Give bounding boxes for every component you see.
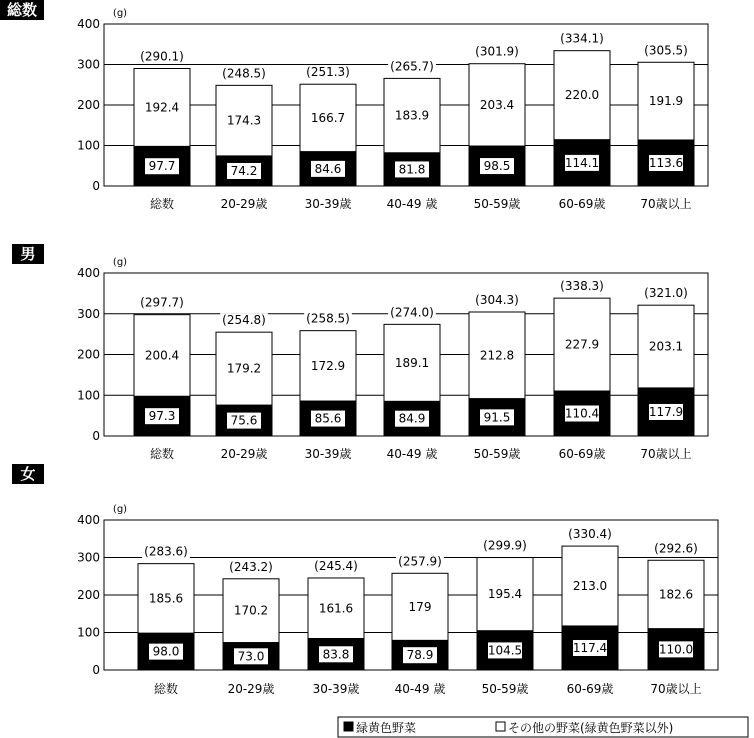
data-label-green-yellow: 113.6 xyxy=(648,155,684,170)
total-label: (265.7) xyxy=(390,59,434,74)
x-category-label: 総数 xyxy=(149,197,175,211)
data-label-green-yellow: 78.9 xyxy=(406,648,434,663)
data-label-other: 172.9 xyxy=(310,358,346,373)
total-label: (334.1) xyxy=(560,31,604,46)
chart-panel-3 xyxy=(12,464,718,696)
total-label: (243.2) xyxy=(229,559,273,574)
data-label-green-yellow: 84.9 xyxy=(398,411,426,426)
data-label-green-yellow: 74.2 xyxy=(230,163,258,178)
x-category-label: 40-49 歳 xyxy=(394,682,446,696)
data-label-other: 200.4 xyxy=(144,348,180,363)
data-label-other: 227.9 xyxy=(564,337,600,352)
panel-tag xyxy=(0,0,44,20)
y-tick-label: 0 xyxy=(92,179,100,193)
total-label: (338.3) xyxy=(560,279,604,294)
data-label-other: 189.1 xyxy=(394,355,430,370)
panel-tag xyxy=(12,244,44,264)
total-label: (304.3) xyxy=(475,292,519,307)
y-tick-label: 400 xyxy=(77,17,100,31)
data-label-green-yellow: 97.3 xyxy=(148,409,176,424)
data-label-green-yellow: 81.8 xyxy=(398,162,426,177)
data-label-green-yellow: 114.1 xyxy=(564,155,600,170)
legend-label-other: その他の野菜(緑黄色野菜以外) xyxy=(508,721,674,735)
y-tick-label: 400 xyxy=(77,513,100,527)
total-label: (305.5) xyxy=(644,43,688,58)
panel-tag-text: 男 xyxy=(20,245,36,263)
x-category-label: 60-69歳 xyxy=(566,682,614,696)
total-label: (257.9) xyxy=(398,554,442,569)
data-label-other: 183.9 xyxy=(394,108,430,123)
panel-tag-text: 総数 xyxy=(6,1,38,19)
x-category-label: 30-39歳 xyxy=(304,197,352,211)
total-label: (245.4) xyxy=(314,558,358,573)
data-label-green-yellow: 73.0 xyxy=(237,649,265,664)
x-category-label: 総数 xyxy=(153,682,179,696)
y-tick-label: 300 xyxy=(77,550,100,565)
y-tick-label: 300 xyxy=(77,57,100,72)
x-category-label: 70歳以上 xyxy=(640,447,692,461)
legend-swatch-green-yellow xyxy=(344,722,353,731)
y-unit-label: (g) xyxy=(112,257,128,268)
total-label: (283.6) xyxy=(144,544,188,559)
data-label-other: 182.6 xyxy=(658,587,694,602)
chart-panel-1 xyxy=(0,0,708,211)
total-label: (301.9) xyxy=(475,44,519,59)
data-label-other: 213.0 xyxy=(572,579,608,594)
total-label: (299.9) xyxy=(483,538,527,553)
x-category-label: 30-39歳 xyxy=(304,447,352,461)
data-label-other: 195.4 xyxy=(487,587,523,602)
total-label: (330.4) xyxy=(568,527,612,542)
x-category-label: 20-29歳 xyxy=(220,197,268,211)
y-tick-label: 300 xyxy=(77,306,100,321)
x-category-label: 60-69歳 xyxy=(558,197,606,211)
y-tick-label: 100 xyxy=(77,388,100,403)
panel-tag xyxy=(12,464,44,484)
data-label-other: 179 xyxy=(408,599,432,614)
legend-label-green-yellow: 緑黄色野菜 xyxy=(356,721,417,735)
x-category-label: 70歳以上 xyxy=(650,682,702,696)
y-tick-label: 100 xyxy=(77,138,100,153)
data-label-green-yellow: 104.5 xyxy=(487,643,523,658)
data-label-other: 203.4 xyxy=(479,97,515,112)
data-label-other: 212.8 xyxy=(479,348,515,363)
data-label-other: 161.6 xyxy=(318,601,354,616)
total-label: (297.7) xyxy=(140,295,184,310)
y-tick-label: 0 xyxy=(92,663,100,677)
x-category-label: 20-29歳 xyxy=(220,447,268,461)
x-category-label: 総数 xyxy=(149,447,175,461)
y-tick-label: 200 xyxy=(77,588,100,602)
data-label-green-yellow: 98.5 xyxy=(483,159,511,174)
data-label-green-yellow: 117.9 xyxy=(648,404,684,419)
data-label-other: 191.9 xyxy=(648,94,684,109)
data-label-green-yellow: 110.4 xyxy=(564,406,600,421)
data-label-green-yellow: 91.5 xyxy=(483,410,511,425)
data-label-other: 203.1 xyxy=(648,339,684,354)
data-label-other: 170.2 xyxy=(233,603,269,618)
data-label-green-yellow: 98.0 xyxy=(152,644,180,659)
y-unit-label: (g) xyxy=(112,8,128,19)
y-tick-label: 400 xyxy=(77,266,100,280)
data-label-other: 179.2 xyxy=(226,361,262,376)
total-label: (290.1) xyxy=(140,49,184,64)
legend xyxy=(338,717,748,737)
panel-tag-text: 女 xyxy=(20,465,36,483)
total-label: (292.6) xyxy=(654,541,698,556)
x-category-label: 70歳以上 xyxy=(640,197,692,211)
data-label-green-yellow: 84.6 xyxy=(314,161,342,176)
data-label-other: 185.6 xyxy=(148,591,184,606)
total-label: (251.3) xyxy=(306,65,350,80)
total-label: (258.5) xyxy=(306,311,350,326)
chart-panel-2 xyxy=(12,244,708,461)
x-category-label: 30-39歳 xyxy=(312,682,360,696)
data-label-green-yellow: 97.7 xyxy=(148,159,176,174)
data-label-green-yellow: 83.8 xyxy=(322,647,350,662)
total-label: (254.8) xyxy=(222,313,266,328)
data-label-green-yellow: 85.6 xyxy=(314,411,342,426)
x-category-label: 50-59歳 xyxy=(473,447,521,461)
data-label-other: 220.0 xyxy=(564,88,600,103)
x-category-label: 40-49 歳 xyxy=(386,447,438,461)
total-label: (274.0) xyxy=(390,305,434,320)
data-label-other: 192.4 xyxy=(144,100,180,115)
x-category-label: 50-59歳 xyxy=(473,197,521,211)
data-label-other: 166.7 xyxy=(310,110,346,125)
y-tick-label: 100 xyxy=(77,625,100,640)
legend-swatch-other xyxy=(496,722,505,731)
y-tick-label: 200 xyxy=(77,347,100,362)
x-category-label: 60-69歳 xyxy=(558,447,606,461)
data-label-green-yellow: 75.6 xyxy=(230,413,258,428)
y-unit-label: (g) xyxy=(112,504,128,515)
data-label-green-yellow: 117.4 xyxy=(572,640,608,655)
y-tick-label: 0 xyxy=(92,429,100,443)
data-label-green-yellow: 110.0 xyxy=(658,642,694,657)
total-label: (248.5) xyxy=(222,66,266,81)
x-category-label: 20-29歳 xyxy=(227,682,275,696)
total-label: (321.0) xyxy=(644,286,688,301)
y-tick-label: 200 xyxy=(77,98,100,112)
x-category-label: 50-59歳 xyxy=(481,682,529,696)
data-label-other: 174.3 xyxy=(226,113,262,128)
x-category-label: 40-49 歳 xyxy=(386,197,438,211)
